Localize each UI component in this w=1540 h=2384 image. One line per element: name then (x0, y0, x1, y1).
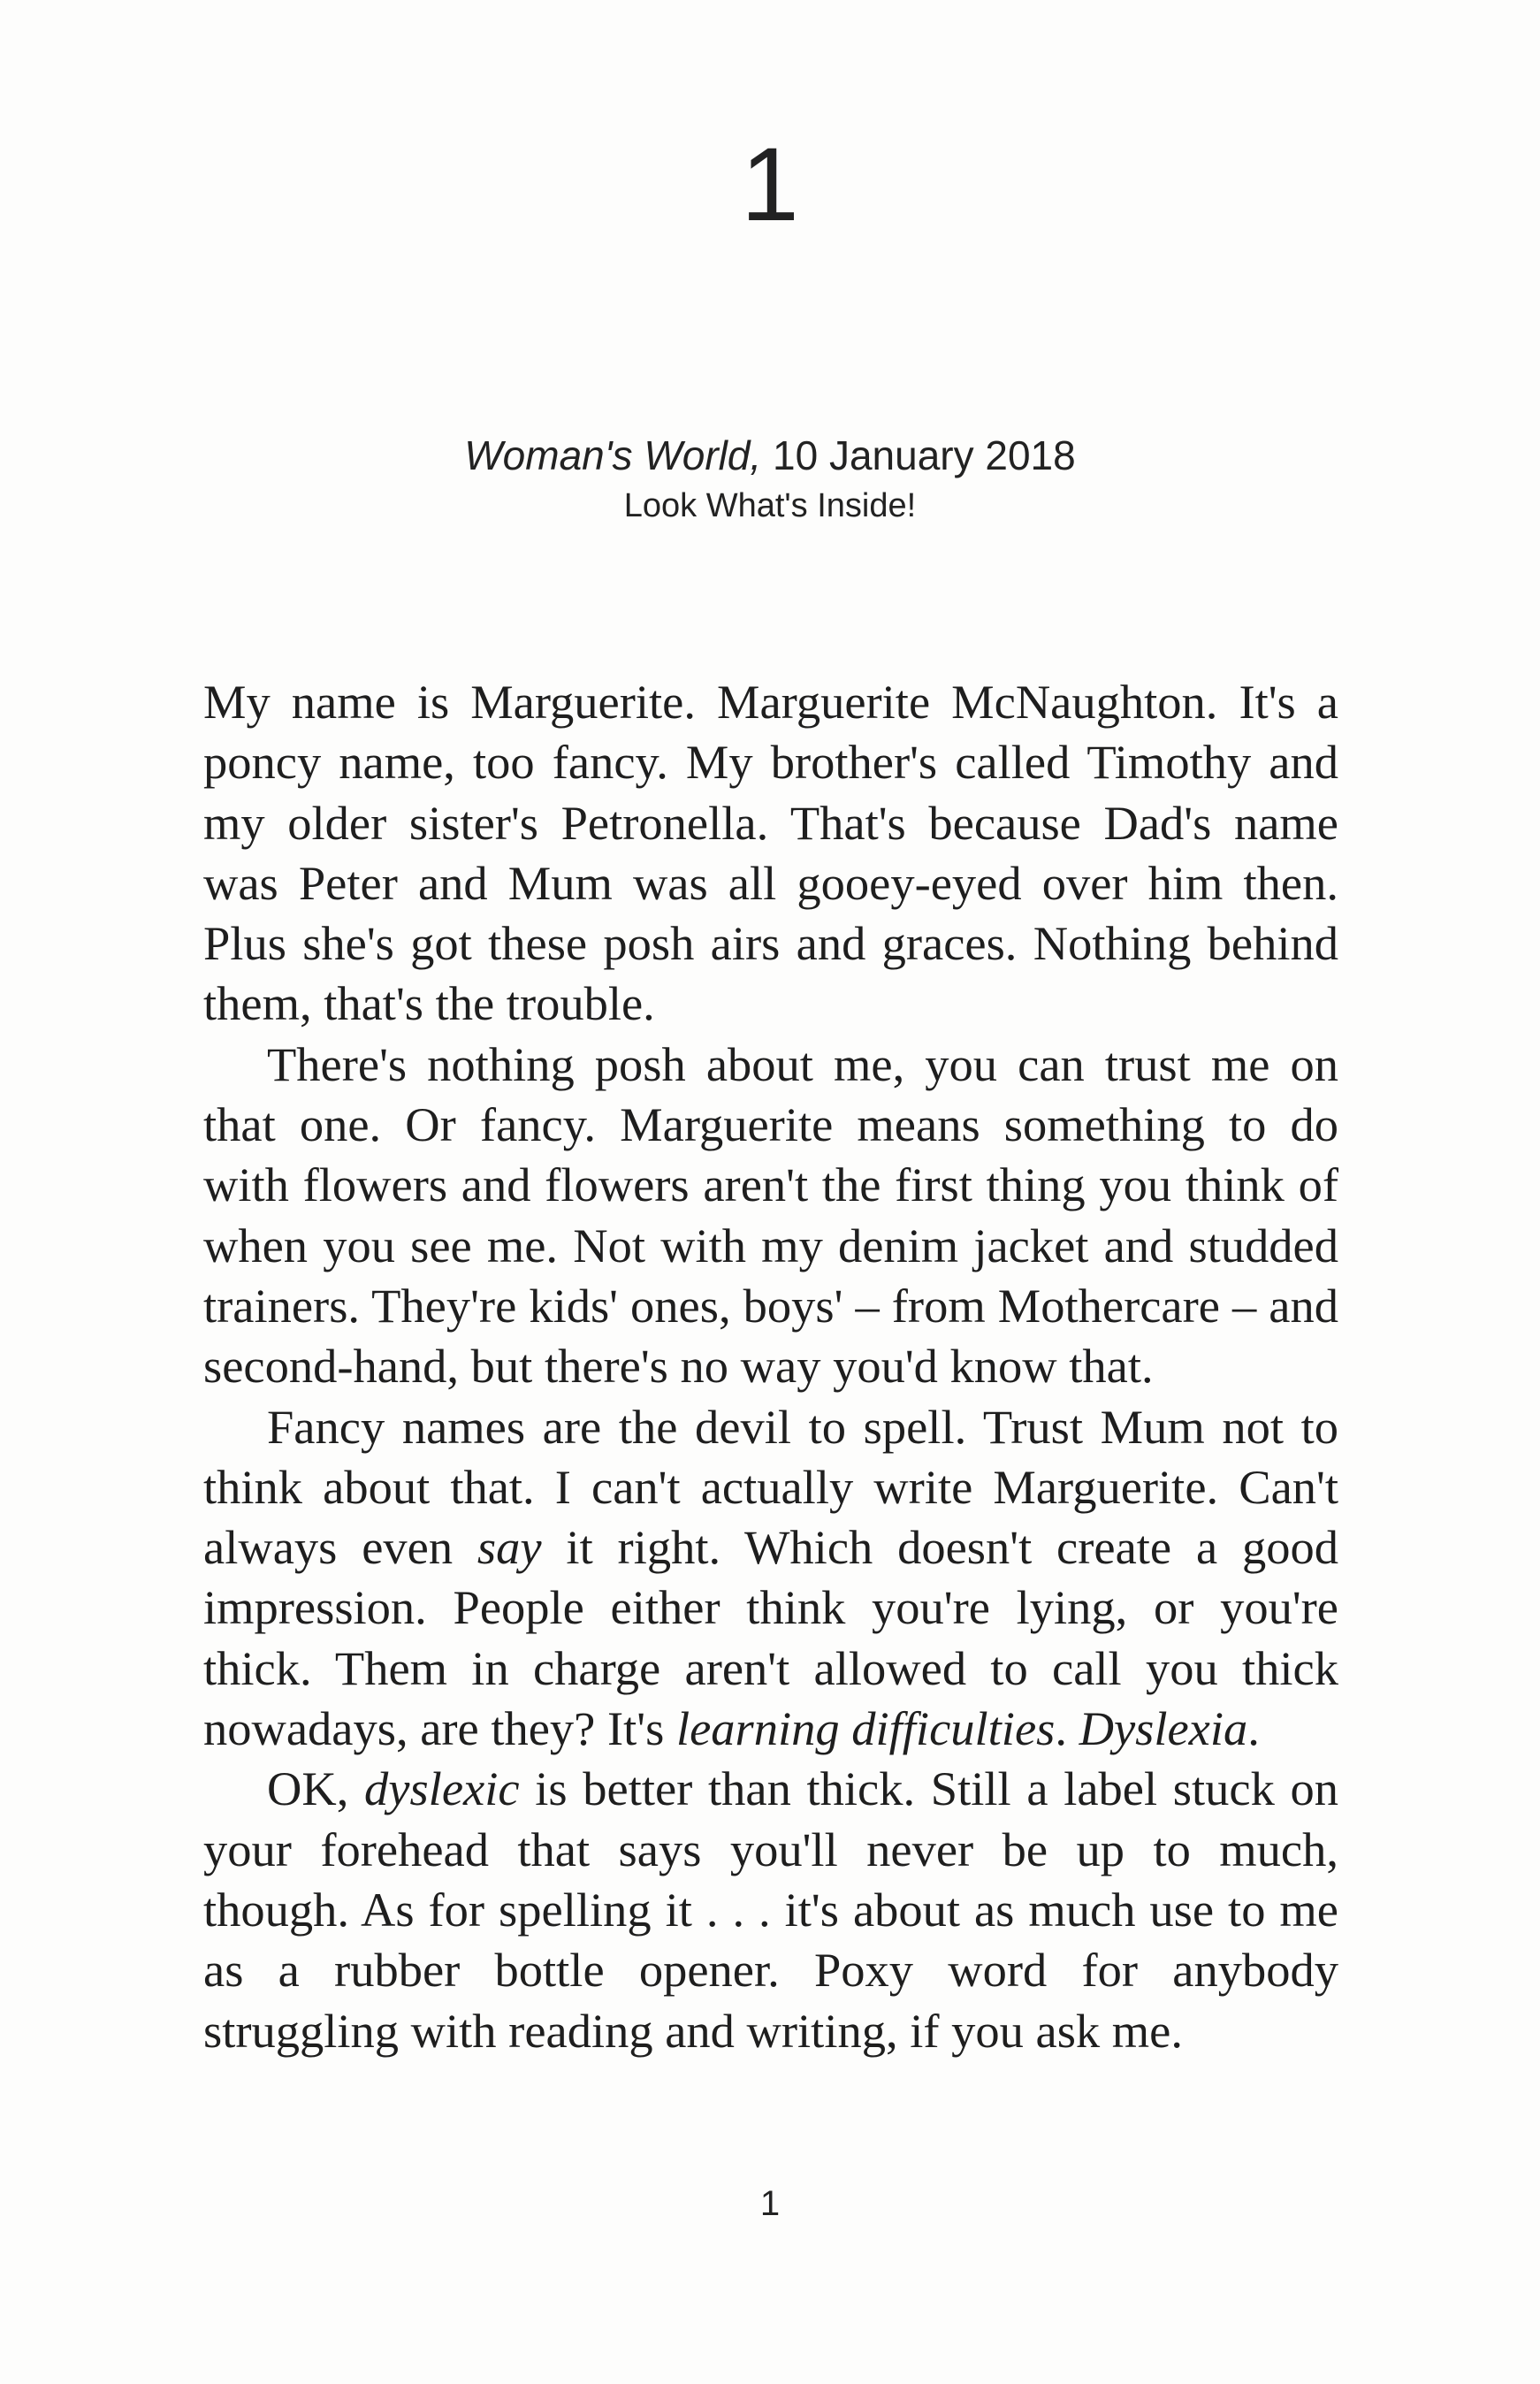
paragraph-3 (203, 1397, 1338, 1760)
paragraph-3-text-g: . (1247, 1701, 1260, 1756)
paragraph-1: My name is Marguerite. Marguerite McNaughton. It's a poncy name, too fancy. My brother's called Timothy and my older sister's Petronella. That's because Dad's name was Peter and Mum was all gooey-eyed over him then. Plus she's got these posh airs and graces. Nothing behind them, that's the trouble. (203, 675, 1338, 1031)
paragraph-4-text-a: OK, (267, 1761, 365, 1816)
paragraph-3-text-c: it right. Which doesn't create a good impression. People either think you're lying, or you're thick. Them in charge aren't allowed to call you thick nowadays, are they? It's (203, 1520, 1338, 1756)
publication-name: Woman's World, (464, 432, 762, 478)
paragraph-3-emphasis-dyslexia: Dyslexia (1079, 1701, 1248, 1756)
page-number: 1 (759, 2184, 781, 2223)
paragraph-3-emphasis-say: say (476, 1520, 542, 1575)
chapter-heading (0, 430, 1540, 531)
publication-date: 10 January 2018 (761, 432, 1076, 478)
body-text (203, 672, 1338, 2061)
paragraph-3-text-a: Fancy names are the devil to spell. Trust Mum not to think about that. I can't actually write Marguerite. Can't always even (203, 1399, 1338, 1575)
paragraph-3-emphasis-learning-difficulties: learning difficulties (675, 1701, 1056, 1756)
heading-title-line (0, 430, 1540, 481)
paragraph-2: There's nothing posh about me, you can trust me on that one. Or fancy. Marguerite means something to do with flowers and flowers aren't the first thing you think of when you see me. Not with my denim jacket and studded trainers. They're kids' ones, boys' – from Mothercare – and second-hand, but there's no way you'd know that. (203, 1036, 1338, 1394)
paragraph-4 (203, 1759, 1338, 2060)
paragraph-3-text-e: . (1055, 1701, 1079, 1756)
chapter-number: 1 (741, 126, 799, 243)
paragraph-4-emphasis-dyslexic: dyslexic (364, 1761, 520, 1816)
heading-subtitle: Look What's Inside! (623, 487, 917, 524)
paragraph-4-text-c: is better than thick. Still a label stuck on your forehead that says you'll never be up to much, though. As for spelling it . . . it's about as much use to me as a rubber bottle opener. Poxy word for anybody struggling with reading and writing, if you ask me. (203, 1761, 1339, 2058)
